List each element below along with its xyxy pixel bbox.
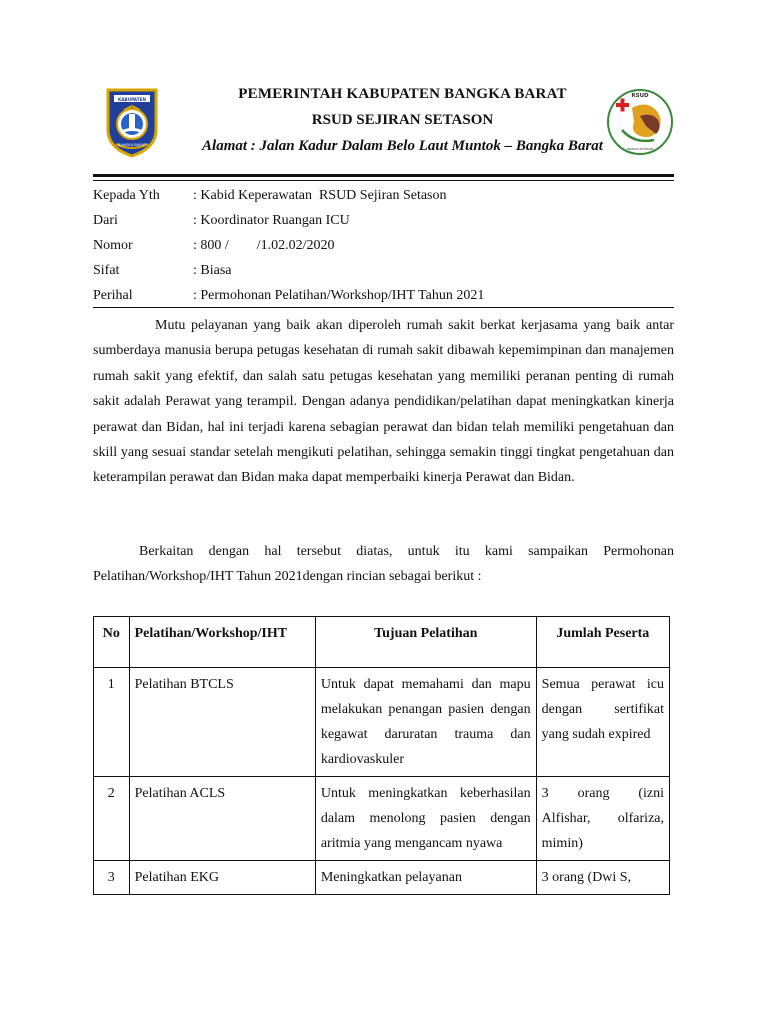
svg-text:SEJIRAN SETASON: SEJIRAN SETASON: [626, 147, 654, 151]
letterhead-divider: [93, 174, 674, 177]
cell-participants: 3 orang (Dwi S,: [536, 861, 669, 895]
meta-label: Perihal: [93, 288, 133, 303]
svg-text:KABUPATEN: KABUPATEN: [118, 97, 146, 102]
table-row: [94, 668, 670, 777]
body-paragraph-1: [93, 313, 674, 491]
cell-training: Pelatihan EKG: [129, 861, 315, 895]
kabupaten-logo: [104, 86, 160, 158]
table-row: [94, 861, 670, 895]
meta-label: Dari: [93, 213, 118, 228]
meta-divider: [93, 307, 674, 308]
meta-value: : Biasa: [193, 263, 232, 278]
table-row: [94, 777, 670, 861]
hospital-name: RSUD SEJIRAN SETASON: [311, 112, 494, 128]
cell-participants: 3 orang (izni Alfishar, olfariza, mimin): [536, 777, 669, 861]
meta-value: : 800 / /1.02.02/2020: [193, 238, 335, 253]
hospital-address: Alamat : Jalan Kadur Dalam Belo Laut Muntok – Bangka Barat: [202, 138, 603, 154]
cell-no: 2: [94, 777, 130, 861]
government-name: PEMERINTAH KABUPATEN BANGKA BARAT: [238, 86, 567, 102]
meta-value: : Kabid Keperawatan RSUD Sejiran Setason: [193, 188, 447, 203]
col-header-no: No: [94, 617, 130, 668]
cell-objective: Meningkatkan pelayanan: [315, 861, 536, 895]
cell-participants: Semua perawat icu dengan sertifikat yang sudah expired: [536, 668, 669, 777]
cell-training: Pelatihan BTCLS: [129, 668, 315, 777]
meta-label: Nomor: [93, 238, 133, 253]
body-paragraph-2: [93, 539, 674, 590]
col-header-participants: Jumlah Peserta: [536, 617, 669, 668]
cell-no: 1: [94, 668, 130, 777]
meta-label: Kepada Yth: [93, 188, 160, 203]
letterhead: [0, 0, 768, 180]
cell-objective: Untuk dapat memahami dan mapu melakukan penangan pasien dengan kegawat daruratan trauma dan kardiovaskuler: [315, 668, 536, 777]
table-header-row: [94, 617, 670, 668]
meta-value: : Permohonan Pelatihan/Workshop/IHT Tahun 2021: [193, 288, 485, 303]
col-header-training: Pelatihan/Workshop/IHT: [129, 617, 315, 668]
paragraph-text: Berkaitan dengan hal tersebut diatas, untuk itu kami sampaikan Permohonan Pelatihan/Workshop/IHT Tahun 2021dengan rincian sebagai berikut :: [93, 544, 674, 585]
meta-label: Sifat: [93, 263, 120, 278]
meta-value: : Koordinator Ruangan ICU: [193, 213, 350, 228]
svg-text:BANGKA BARAT: BANGKA BARAT: [118, 143, 146, 147]
rsud-logo: [606, 86, 674, 158]
col-header-objective: Tujuan Pelatihan: [315, 617, 536, 668]
letterhead-divider-thin: [93, 180, 674, 181]
cell-training: Pelatihan ACLS: [129, 777, 315, 861]
cell-no: 3: [94, 861, 130, 895]
svg-text:RSUD: RSUD: [631, 93, 649, 99]
cell-objective: Untuk meningkatkan keberhasilan dalam menolong pasien dengan aritmia yang mengancam nyawa: [315, 777, 536, 861]
paragraph-text: Mutu pelayanan yang baik akan diperoleh rumah sakit berkat kerjasama yang baik antar sumberdaya manusia berupa petugas kesehatan di rumah sakit dibawah kepemimpinan dan manajemen rumah sakit yang efektif, dan salah satu petugas kesehatan yang memiliki peranan penting di rumah sakit adalah Perawat yang terampil. Dengan adanya pendidikan/pelatihan dapat meningkatkan kinerja perawat dan Bidan, hal ini terjadi karena sebagian perawat dan bidan telah memiliki pengetahuan dan skill yang sesuai standar setelah mengikuti pelatihan, sehingga semakin tinggi tingkat pengetahuan dan keterampilan perawat dan Bidan maka dapat memperbaiki kinerja Perawat dan Bidan.: [93, 318, 674, 486]
training-request-table: [93, 616, 670, 895]
